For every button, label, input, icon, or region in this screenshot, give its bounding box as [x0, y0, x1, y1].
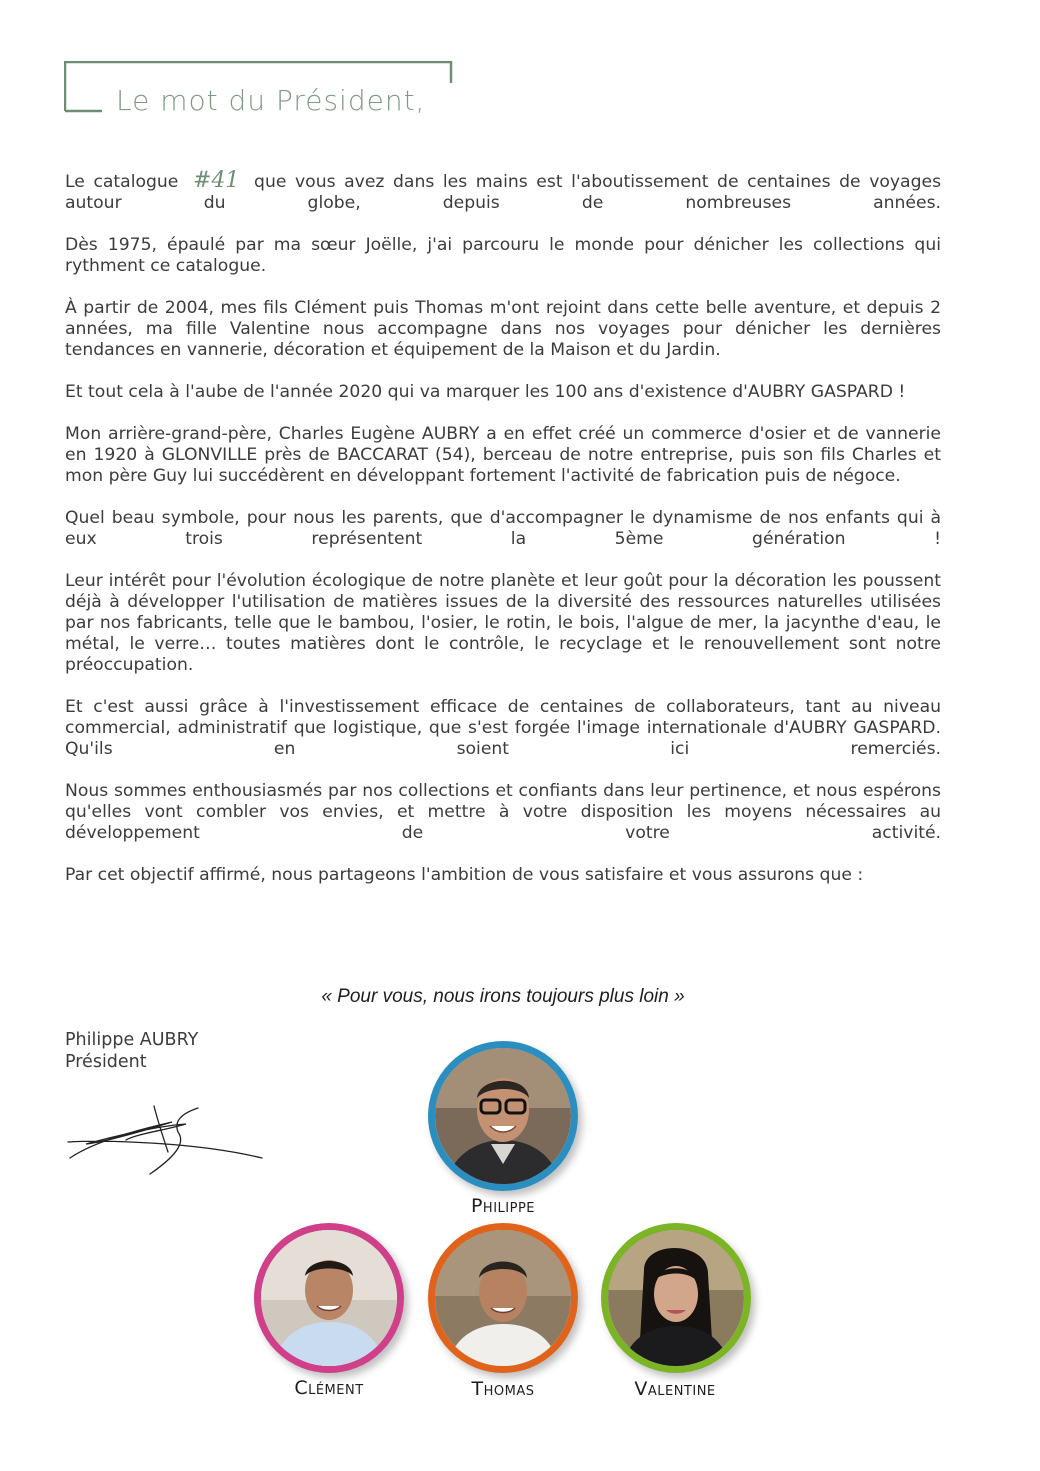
- paragraph-1: Le catalogue #41 que vous avez dans les mains est l'aboutissement de centaines de voyages autour du globe, depuis de nombreuses années.: [65, 168, 942, 213]
- portrait-philippe: [428, 1041, 578, 1191]
- name-clement: Clément: [294, 1377, 364, 1399]
- paragraph-10: Par cet objectif affirmé, nous partageons l'ambition de vous satisfaire et vous assurons que :: [65, 865, 864, 885]
- paragraph-7: Leur intérêt pour l'évolution écologique de notre planète et leur goût pour la décoration les poussent déjà à développer l'utilisation de matières issues de la diversité des ressources naturelles utilisées par nos fabricants, telle que le bambou, l'osier, le rotin, le bois, l'algue de mer, la jacynthe d'eau, le métal, le verre… toutes matières dont le contrôle, le recyclage et le renouvellement sont notre préoccupation.: [65, 571, 941, 675]
- signatory-block: [65, 1029, 198, 1073]
- paragraph-9: Nous sommes enthousiasmés par nos collections et confiants dans leur pertinence, et nous espérons qu'elles vont combler vos envies, et mettre à votre disposition les moyens nécessaires au développement de votre activité.: [65, 781, 941, 843]
- paragraph-2: Dès 1975, épaulé par ma sœur Joëlle, j'ai parcouru le monde pour dénicher les collections qui rythment ce catalogue.: [65, 235, 941, 276]
- paragraph-5: Mon arrière-grand-père, Charles Eugène AUBRY a en effet créé un commerce d'osier et de vannerie en 1920 à GLONVILLE près de BACCARAT (54), berceau de notre entreprise, puis son fils Charles et mon père Guy lui succédèrent en développant fortement l'activité de fabrication puis de négoce.: [65, 424, 941, 486]
- motto-quote: « Pour vous, nous irons toujours plus loin »: [321, 986, 685, 1007]
- portrait-thomas: [428, 1223, 578, 1373]
- handwritten-signature: [66, 1100, 266, 1184]
- paragraph-4: Et tout cela à l'aube de l'année 2020 qui va marquer les 100 ans d'existence d'AUBRY GASPARD !: [65, 382, 906, 402]
- president-letter: [65, 170, 941, 907]
- name-valentine: Valentine: [634, 1378, 716, 1400]
- signatory-name: Philippe AUBRY: [65, 1030, 199, 1050]
- name-philippe: Philippe: [470, 1195, 536, 1217]
- name-thomas: Thomas: [471, 1378, 535, 1400]
- paragraph-6: Quel beau symbole, pour nous les parents, que d'accompagner le dynamisme de nos enfants qui à eux trois représentent la 5ème génération !: [65, 508, 941, 549]
- portrait-clement: [254, 1223, 404, 1373]
- catalog-number: #41: [192, 168, 240, 193]
- signatory-role: Président: [65, 1052, 147, 1072]
- paragraph-8: Et c'est aussi grâce à l'investissement efficace de centaines de collaborateurs, tant au niveau commercial, administratif que logistique, que s'est forgée l'image internationale d'AUBRY GASPARD. Qu'ils en soient ici remerciés.: [65, 697, 941, 759]
- page-title: Le mot du Président,: [116, 84, 426, 117]
- portrait-valentine: [601, 1223, 751, 1373]
- paragraph-3: À partir de 2004, mes fils Clément puis Thomas m'ont rejoint dans cette belle aventure, et depuis 2 années, ma fille Valentine nous accompagne dans nos voyages pour dénicher les dernières tendances en vannerie, décoration et équipement de la Maison et du Jardin.: [65, 298, 941, 360]
